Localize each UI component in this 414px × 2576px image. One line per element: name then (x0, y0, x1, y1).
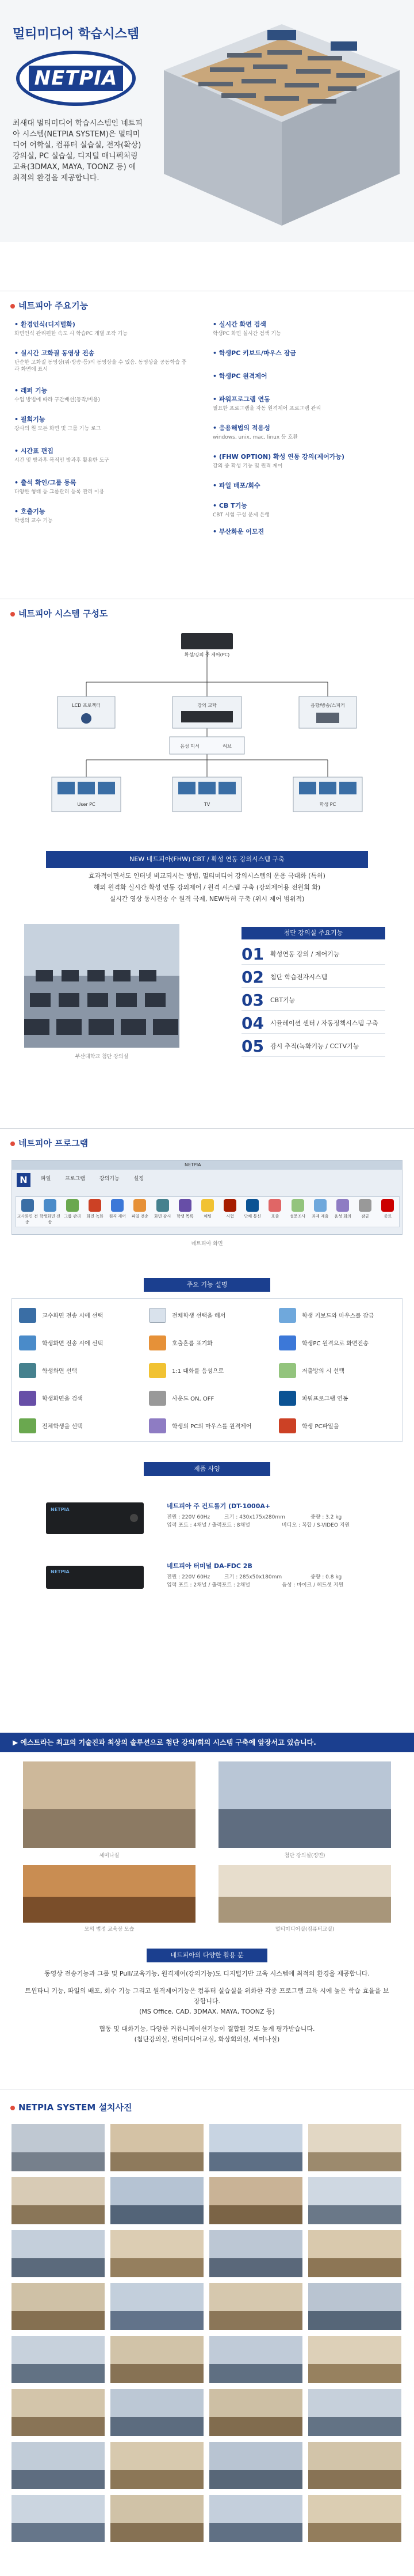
reference-photo (12, 2124, 105, 2171)
reference-photo (308, 2495, 401, 2542)
speaker-icon (149, 1391, 166, 1406)
remote-icon (279, 1335, 296, 1350)
file-icon (279, 1418, 296, 1433)
toolbar-button[interactable]: 종료 (377, 1197, 399, 1227)
reference-photo (12, 2389, 105, 2436)
toolbar-button[interactable]: 학생화면 전송 (39, 1197, 61, 1227)
user-pc-row-right (293, 777, 362, 812)
reference-photo (308, 2442, 401, 2489)
lcd-label: LCD 프로젝터 (72, 703, 101, 708)
reference-photo (110, 2336, 204, 2383)
toolbar-button[interactable]: 화면 녹화 (84, 1197, 106, 1227)
program-toolbar (16, 1196, 400, 1227)
svg-text:학생 PC: 학생 PC (319, 802, 336, 807)
toolbar-button[interactable]: 파일 전송 (129, 1197, 151, 1227)
mainfunc-cell: 학생 키보드와 마우스를 잠금 (272, 1303, 402, 1327)
feature-right-6: • (FHW OPTION) 확성 연동 강의(제어가능) 강의 중 확성 기능 및 원격 제어 (213, 452, 344, 470)
mainfunc-cell: 전체학생을 선택 (12, 1414, 142, 1437)
monitor-icon (44, 1199, 56, 1212)
folder-icon (133, 1199, 146, 1212)
reference-photo (12, 2336, 105, 2383)
system-diagram (34, 627, 379, 846)
reference-photo (110, 2495, 204, 2542)
reference-photo (209, 2442, 302, 2489)
netpia-logo: NETPIA (16, 51, 136, 106)
toolbar-button[interactable]: 설문조사 (286, 1197, 309, 1227)
document-icon (149, 1308, 166, 1323)
chat-icon (201, 1199, 214, 1212)
intro-text: 최새대 멀티미디어 학습시스템인 네트피아 시스템(NETPIA SYSTEM)은 멀티미디어 어학실, 컴퓨터 실습실, 전자(확상)강의실, PC 실습실, 디지털 매니펙처링 교육(3DMAX, MAYA, TOONZ 등) 에 최적의 환경을 제공합니다. (13, 119, 143, 182)
spec-name-1: 네트피아 주 컨트롤기 (DT-1000A+ (167, 1502, 271, 1510)
toolbar-button[interactable]: 시험 (219, 1197, 241, 1227)
survey-icon (292, 1199, 304, 1212)
monitor-icon (21, 1199, 34, 1212)
toolbar-button[interactable]: 학생 목록 (174, 1197, 196, 1227)
feature-left-5: • 시간표 편집 시간 및 방과후 목적인 방과후 활용한 도구 (14, 446, 109, 464)
seminar-room-photo (23, 1761, 195, 1848)
reference-photo (308, 2230, 401, 2277)
reference-photo (209, 2177, 302, 2224)
keyfunc-item: 01 확성연동 강의 / 제어기능 (241, 944, 385, 965)
classroom-photo (24, 924, 179, 1048)
feature-left-1: • 환경인식(디지털화) 화면인식 관리편한 속도 시 학습PC 개별 조작 기능 (14, 319, 128, 337)
teacher-label: 강의 교탁 (197, 703, 217, 708)
keyfunc-item: 05 감시 추적(녹화기능 / CCTV기능 (241, 1036, 385, 1057)
product-page: 멀티미디어 학습시스템 NETPIA 최새대 멀티미디어 학습시스템인 네트피아 시스템(NETPIA SYSTEM)은 멀티미디어 어학실, 컴퓨터 실습실, 전자(확상)강의실, PC 실습실, 디지털 매니펙처링 교육(3DMAX, MAYA, TOONZ 등) 에 최적의 환경을 제공합니다. 네트피아 주요기능 • 환경인식(디지털화) 화면인식 관리편한 속도 시 학습PC 개별 조작 기능 • 실시간 고화질 동영상 전송 단순한 고화질 동영상(위·방송·등)의 동영상을 수 있음. 동영상을 공동학습 중과 화면에 표시 • 래퍼 기능 수업 방법에 따라 구간배선(동작/비용) • 필회기능 강사의 원 모든 화면 및 그룹 기능 로그 • 시간표 편집 시간 및 방과후 목적인 방과후 활용한 도구 • 출석 확인/그룹 등록 다양한 형태 등 그룹관리 등록 관리 이용 • 호출기능 학생의 교수 기능 • 실시간 화면 검색 학생PC 화면 실시간 검색 기능 • 학생PC 키보드/마우스 잠금 • 학생PC 원격제어 • 파워프로그램 연동 필요한 프로그램을 자동 원격제어 프로그램 관리 • 응용해법의 적용성 windows, unix, mac, linux 등 호환 • (FHW OPTION) 확성 연동 강의(제어가능) 강의 중 확성 기능 및 원격 제어 • 파일 배포/회수 • CB T기능 CBT 시험 구성 문제 은행 • 부산화운 이모진 네트피아 시스템 구성도 확성/강의 주 제어(PC) LCD 프로젝터 강의 교탁 음향/방송/스피커 음성 믹서 허브 User PC TV 학생 PC NEW 네트피아(FHW) CBT / 확성 연동 강의시스템 구축 효과적이면서도 인터넷 비교되시는 방법, 멀티미디어 강의시스템의 운용 극대화 (특허) 해외 원격화 실시간 확성 연동 강의제어 / 원격 시스템 구축 (강의제어용 전원회 화) 실시간 영상 동시전송 수 원격 극제, NEW특허 구축 (위시 제어 범위적) 부산대학교 첨단 강의실 첨단 강의실 주요기능 01 확성연동 강의 / 제어기능 02 첨단 학습전자시스템 03 CBT기능 04 시뮬레이션 센터 / 자동정책시스템 구축 05 감시 추적(녹화기능 / CCTV기능 네트피아 프로그램 NETPIA N 파일 프로그램 강의기능 설정 교사화면 전송 학생화면 전송 그룹 관리 화면 녹화 원격 제어 파일 전송 화면 감시 학생 목록 채팅 시험 단체 통신 호출 설문조사 과제 제출 음성 회의 잠금 종료 네트피아 화면 주요 기능 설명 교수화면 전송 시에 선택 전체학생 선택을 해서 학생 키보드와 마우스를 잠금 학생화면 전송 시에 선택 호출흔름 표기화 학생PC 원격으로 화면전송 학생화면 선택 1:1 대화를 음성으로 저출방의 시 선택 학생화면을 검색 사운드 ON, OFF 파워프로그램 연동 전체학생을 선택 학생의 PC의 마우스를 원격제어 학생 PC파일을 제품 사양 NETPIA 네트피아 주 컨트롤기 (DT-1000A+ 전원 : 220V 60Hz 크기 : 430x175x280mm 중량 : 3.2 kg 입력 포트 : 4채널 / 출력포트 : 8채널 비디오 : 복합 / S-VIDEO 지원 NETPIA 네트피아 터미널 DA-FDC 2B 전원 : 220V 60Hz 크기 : 285x50x180mm 중량 : 0.8 kg 입력 포트 : 2채널 / 출력포트 : 2채널 음성 : 마이크 / 헤드셋 지원 ▶ 에스트라는 최고의 기술진과 최상의 솔루션으로 첨단 강의/회의 시스템 구축에 앞장서고 있습니다. 세미나실 첨단 강의실(정면) 모의 법정 교육장 모습 멀티미디어실(컴퓨터교실) 네트피아의 다양한 활용 분 동영상 전송기능과 그룹 및 Pull/교육기능, 원격제어(강의기능)도 디지털기반 교육 시스템에 최적의 환경을 제공합니다. 트윈타니 기능, 파일의 배포, 회수 기능 그리고 원격제어기능은 컴퓨터 실습실을 위화한 각종 프로그램 교육 시에 높은 학습 효율을 보장합니다. (MS Office, CAD, 3DMAX, MAYA, TOONZ 등) 협동 및 대화기능, 다양한 커뮤니케이션기능이 결합된 것도 높게 평가받습니다. (첨단강의실, 멀티미디어교실, 화상회의실, 세미나실) NETPIA SYSTEM 설치사진 (0, 0, 414, 2576)
toolbar-button[interactable]: 그룹 관리 (61, 1197, 83, 1227)
program-window (12, 1160, 402, 1235)
mainfunc-cell: 학생의 PC의 마우스를 원격제어 (142, 1414, 272, 1437)
uses-text: 동영상 전송기능과 그룹 및 Pull/교육기능, 원격제어(강의기능)도 디지털기반 교육 시스템에 최적의 환경을 제공합니다. 트윈타니 기능, 파일의 배포, 회수 기능 그리고 원격제어기능은 컴퓨터 실습실을 위화한 각종 프로그램 교육 시에 높은 학습 효율을 보장합니다. (MS Office, CAD, 3DMAX, MAYA, TOONZ 등) 협동 및 대화기능, 다양한 커뮤니케이션기능이 결합된 것도 높게 평가받습니다. (첨단강의실, 멀티미디어교실, 화상회의실, 세미나실) (25, 1970, 389, 2043)
reference-photo (209, 2283, 302, 2330)
mainfunc-cell: 학생PC 원격으로 화면전송 (272, 1331, 402, 1354)
group-icon (66, 1199, 79, 1212)
reference-photo (308, 2177, 401, 2224)
feature-right-5: • 응용해법의 적용성 windows, unix, mac, linux 등 호환 (213, 423, 298, 441)
spec-name-2: 네트피아 터미널 DA-FDC 2B (167, 1562, 252, 1570)
reference-photo (110, 2230, 204, 2277)
reference-photo (110, 2442, 204, 2489)
feature-left-7: • 호출기능 학생의 교수 기능 (14, 507, 53, 524)
classroom-caption: 부산대학교 첨단 강의실 (75, 1054, 129, 1060)
toolbar-button[interactable]: 원격 제어 (106, 1197, 129, 1227)
reference-photo (209, 2230, 302, 2277)
reference-photo (308, 2336, 401, 2383)
mainfunc-title: 주요 기능 설명 (144, 1278, 270, 1292)
eye-icon (156, 1199, 169, 1212)
terminal-device: NETPIA (46, 1566, 144, 1589)
keyfunc-item: 02 첨단 학습전자시스템 (241, 967, 385, 988)
mainfunc-cell: 학생화면 선택 (12, 1359, 142, 1382)
divider (0, 1128, 414, 1129)
toolbar-button[interactable]: 호출 (264, 1197, 286, 1227)
bell-icon (149, 1335, 166, 1350)
broadcast-icon (246, 1199, 259, 1212)
reference-photo (110, 2389, 204, 2436)
mainfunc-cell: 전체학생 선택을 해서 (142, 1303, 272, 1327)
feature-right-3: • 학생PC 원격제어 (213, 371, 267, 382)
amp-label: 음향/방송/스피커 (310, 703, 345, 708)
server-label: 확성/강의 주 제어(PC) (184, 652, 230, 657)
mainfunc-cell: 학생화면을 검색 (12, 1386, 142, 1410)
feature-right-2: • 학생PC 키보드/마우스 잠금 (213, 348, 296, 359)
mainfunc-cell: 교수화면 전송 시에 선택 (12, 1303, 142, 1327)
record-icon (89, 1199, 101, 1212)
mainfunc-cell: 1:1 대화를 음성으로 (142, 1359, 272, 1382)
netpia-app-logo: N (17, 1173, 30, 1187)
system-heading: 네트피아 시스템 구성도 (10, 607, 108, 619)
menu-settings[interactable]: 설정 (133, 1176, 144, 1182)
program-heading: 네트피아 프로그램 (10, 1137, 88, 1149)
chat-icon (149, 1363, 166, 1378)
reference-photo (209, 2336, 302, 2383)
reference-photo (308, 2283, 401, 2330)
toolbar-button[interactable]: 채팅 (196, 1197, 218, 1227)
feature-right-7: • 파일 배포/회수 (213, 481, 260, 492)
feature-right-4: • 파워프로그램 연동 필요한 프로그램을 자동 원격제어 프로그램 관리 (213, 394, 321, 412)
reference-photo (12, 2442, 105, 2489)
feature-left-3: • 래퍼 기능 수업 방법에 따라 구간배선(동작/비용) (14, 386, 100, 404)
toolbar-button[interactable]: 과제 제출 (309, 1197, 331, 1227)
toolbar-button[interactable]: 음성 회의 (331, 1197, 354, 1227)
menu-program[interactable]: 프로그램 (65, 1176, 86, 1182)
monitor-icon (19, 1335, 36, 1350)
mouse-icon (149, 1418, 166, 1433)
user-pc-row-left (52, 777, 121, 812)
reference-photo (110, 2283, 204, 2330)
lock-icon (359, 1199, 371, 1212)
keyboard-icon (279, 1308, 296, 1323)
search-icon (19, 1391, 36, 1406)
feature-right-8: • CB T기능 CBT 시험 구성 문제 은행 (213, 501, 270, 519)
feature-right-9: • 부산화운 이모진 (213, 527, 264, 538)
feature-left-6: • 출석 확인/그룹 등록 다양한 형태 등 그룹관리 등록 관리 이용 (14, 478, 104, 496)
upload-icon (314, 1199, 327, 1212)
mainfunc-cell: 호출흔름 표기화 (142, 1331, 272, 1354)
mainfunc-cell: 저출방의 시 선택 (272, 1359, 402, 1382)
users-icon (279, 1363, 296, 1378)
reference-photo (110, 2124, 204, 2171)
test-icon (224, 1199, 236, 1212)
feature-left-2: • 실시간 고화질 동영상 전송 단순한 고화질 동영상(위·방송·등)의 동영상을 수 있음. 동영상을 공동학습 중과 화면에 표시 (14, 348, 187, 373)
mock-court-photo (23, 1865, 195, 1923)
reference-photo (12, 2283, 105, 2330)
keyfunc-item: 03 CBT기능 (241, 990, 385, 1011)
gear-icon (279, 1391, 296, 1406)
multimedia-lab-photo (218, 1865, 391, 1923)
user-pc-row-center (172, 777, 241, 812)
spec-title: 제품 사양 (144, 1462, 270, 1476)
advanced-classroom-photo (218, 1761, 391, 1848)
menu-lecture[interactable]: 강의기능 (99, 1176, 120, 1182)
reference-photo (209, 2389, 302, 2436)
reference-photo (12, 2495, 105, 2542)
gallery-banner: ▶ 에스트라는 최고의 기술진과 최상의 솔루션으로 첨단 강의/회의 시스템 구축에 앞장서고 있습니다. (0, 1733, 414, 1752)
program-titlebar: NETPIA (12, 1160, 402, 1170)
mainfunc-cell: 사운드 ON, OFF (142, 1386, 272, 1410)
reference-photo (12, 2177, 105, 2224)
program-menu (41, 1174, 156, 1182)
toolbar-button[interactable]: 화면 감시 (151, 1197, 174, 1227)
mainfunc-grid (12, 1298, 402, 1442)
mainfunc-cell: 학생화면 전송 시에 선택 (12, 1331, 142, 1354)
toolbar-button[interactable]: 잠금 (354, 1197, 377, 1227)
reference-photo (12, 2230, 105, 2277)
microphone-icon (336, 1199, 349, 1212)
program-caption: 네트피아 화면 (191, 1241, 223, 1247)
monitor-icon (19, 1308, 36, 1323)
keyfunc-title: 첨단 강의실 주요기능 (241, 927, 385, 939)
select-icon (19, 1363, 36, 1378)
svg-text:User PC: User PC (77, 802, 95, 807)
menu-file[interactable]: 파일 (41, 1176, 51, 1182)
power-icon (381, 1199, 394, 1212)
mainfunc-cell: 파워프로그램 연동 (272, 1386, 402, 1410)
svg-text:TV: TV (204, 802, 210, 807)
reference-photo (308, 2124, 401, 2171)
reference-photo (308, 2389, 401, 2436)
reference-photo (110, 2177, 204, 2224)
hub-label: 허브 (223, 744, 232, 749)
toolbar-button[interactable]: 단체 통신 (241, 1197, 264, 1227)
mainfunc-cell: 학생 PC파일을 (272, 1414, 402, 1437)
keyfunc-item: 04 시뮬레이션 센터 / 자동정책시스템 구축 (241, 1013, 385, 1034)
bell-icon (269, 1199, 281, 1212)
users-icon (19, 1418, 36, 1433)
page-title: 멀티미디어 학습시스템 (13, 27, 140, 41)
header (0, 0, 414, 242)
classroom-render-illustration (158, 7, 405, 233)
reference-photo (209, 2124, 302, 2171)
list-icon (179, 1199, 191, 1212)
controller-device: NETPIA (46, 1502, 144, 1534)
references-heading: NETPIA SYSTEM 설치사진 (10, 2101, 132, 2113)
toolbar-button[interactable]: 교사화면 전송 (16, 1197, 39, 1227)
feature-right-1: • 실시간 화면 검색 학생PC 화면 실시간 검색 기능 (213, 319, 281, 337)
mixer-label: 음성 믹서 (180, 744, 200, 749)
uses-title: 네트피아의 다양한 활용 분 (147, 1949, 267, 1962)
system-banner: NEW 네트피아(FHW) CBT / 확성 연동 강의시스템 구축 (46, 851, 368, 868)
reference-photo (209, 2495, 302, 2542)
feature-left-4: • 필회기능 강사의 원 모든 화면 및 그룹 기능 로그 (14, 414, 101, 432)
remote-icon (111, 1199, 124, 1212)
system-desc: 효과적이면서도 인터넷 비교되시는 방법, 멀티미디어 강의시스템의 운용 극대화 (특허) 해외 원격화 실시간 확성 연동 강의제어 / 원격 시스템 구축 (강의제어용 전원회 화) 실시간 영상 동시전송 수 원격 극제, NEW특허 구축 (위시 제어 범위적) (89, 872, 325, 903)
features-heading: 네트피아 주요기능 (10, 299, 88, 311)
